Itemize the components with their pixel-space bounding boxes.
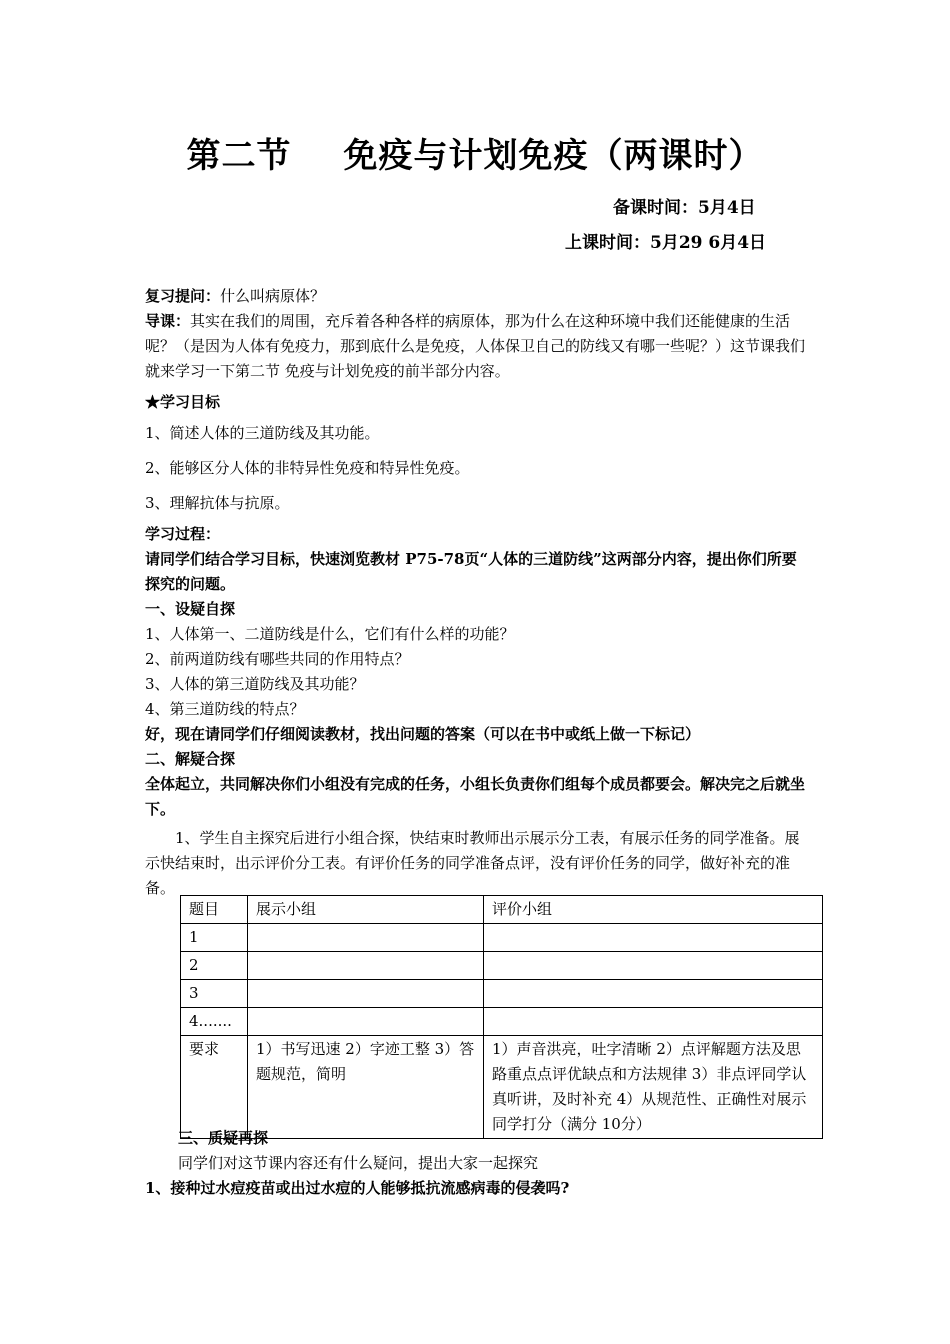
table-row xyxy=(181,924,823,952)
question-item: 2、前两道防线有哪些共同的作用特点？ xyxy=(145,650,410,668)
table-cell xyxy=(248,1008,484,1036)
section3 xyxy=(145,1126,825,1201)
table-header: 评价小组 xyxy=(484,896,823,924)
review-label: 复习提问： xyxy=(145,287,221,305)
section1-heading: 一、设疑自探 xyxy=(145,600,236,618)
goal-item: 1、简述人体的三道防线及其功能。 xyxy=(145,424,380,442)
intro-paragraph xyxy=(145,309,810,384)
goal-item: 3、理解抗体与抗原。 xyxy=(145,494,290,512)
assignment-table xyxy=(180,895,823,1139)
table-header: 展示小组 xyxy=(248,896,484,924)
table-requirements-row xyxy=(181,1036,823,1139)
requirements-eval: 1）声音洪亮，吐字清晰 2）点评解题方法及思路重点点评优缺点和方法规律 3）非点评同学认真听讲，及时补充 4）从规范性、正确性对展示同学打分（满分 10分） xyxy=(484,1036,823,1139)
intro-label: 导课： xyxy=(145,312,191,330)
table-row xyxy=(181,1008,823,1036)
section2-paragraph: 1、学生自主探究后进行小组合探，快结束时教师出示展示分工表，有展示任务的同学准备。展示快结束时，出示评价分工表。有评价任务的同学准备点评，没有评价任务的同学，做好补充的准备。 xyxy=(145,829,800,897)
table-cell xyxy=(484,952,823,980)
section2-heading: 二、解疑合探 xyxy=(145,750,236,768)
prep-time: 备课时间：5月4日 xyxy=(613,198,756,218)
table-cell: 3 xyxy=(181,980,248,1008)
section3-question: 1、接种过水痘疫苗或出过水痘的人能够抵抗流感病毒的侵袭吗? xyxy=(145,1179,570,1197)
table-cell: 4....... xyxy=(181,1008,248,1036)
section2-instruction: 全体起立，共同解决你们小组没有完成的任务，小组长负责你们组每个成员都要会。解决完之后就坐下。 xyxy=(145,775,806,818)
table-cell xyxy=(484,924,823,952)
process-heading: 学习过程： xyxy=(145,525,221,543)
table-cell xyxy=(484,1008,823,1036)
review-text: 什么叫病原体？ xyxy=(220,287,326,305)
table-header: 题目 xyxy=(181,896,248,924)
table-header-row xyxy=(181,896,823,924)
section3-heading: 三、质疑再探 xyxy=(178,1129,269,1147)
question-item: 4、第三道防线的特点？ xyxy=(145,700,305,718)
review-question xyxy=(145,284,810,309)
lesson-body xyxy=(145,284,810,901)
table-cell xyxy=(248,980,484,1008)
goals-heading: ★学习目标 xyxy=(145,393,221,411)
requirements-label: 要求 xyxy=(181,1036,248,1139)
table-row xyxy=(181,980,823,1008)
class-time: 上课时间：5月29 6月4日 xyxy=(565,233,767,253)
table-cell: 2 xyxy=(181,952,248,980)
question-item: 1、人体第一、二道防线是什么，它们有什么样的功能？ xyxy=(145,625,515,643)
title-section: 第二节 xyxy=(186,136,292,176)
table-row xyxy=(181,952,823,980)
process-instruction: 请同学们结合学习目标，快速浏览教材 P75-78页“人体的三道防线”这两部分内容，提出你们所要探究的问题。 xyxy=(145,550,797,593)
goal-item: 2、能够区分人体的非特异性免疫和特异性免疫。 xyxy=(145,459,470,477)
section1-note: 好，现在请同学们仔细阅读教材，找出问题的答案（可以在书中或纸上做一下标记） xyxy=(145,725,701,743)
table-cell xyxy=(248,952,484,980)
requirements-show: 1）书写迅速 2）字迹工整 3）答题规范，简明 xyxy=(248,1036,484,1139)
table-cell xyxy=(484,980,823,1008)
question-item: 3、人体的第三道防线及其功能？ xyxy=(145,675,365,693)
title-topic: 免疫与计划免疫（两课时） xyxy=(343,136,764,176)
page-title xyxy=(0,128,950,177)
table-cell: 1 xyxy=(181,924,248,952)
section3-text: 同学们对这节课内容还有什么疑问，提出大家一起探究 xyxy=(178,1154,539,1172)
intro-text: 其实在我们的周围，充斥着各种各样的病原体，那为什么在这种环境中我们还能健康的生活呢？（是因为人体有免疫力，那到底什么是免疫，人体保卫自己的防线又有哪一些呢？）这节课我们就来学习一下第二节 免疫与计划免疫的前半部分内容。 xyxy=(145,312,806,380)
table-cell xyxy=(248,924,484,952)
